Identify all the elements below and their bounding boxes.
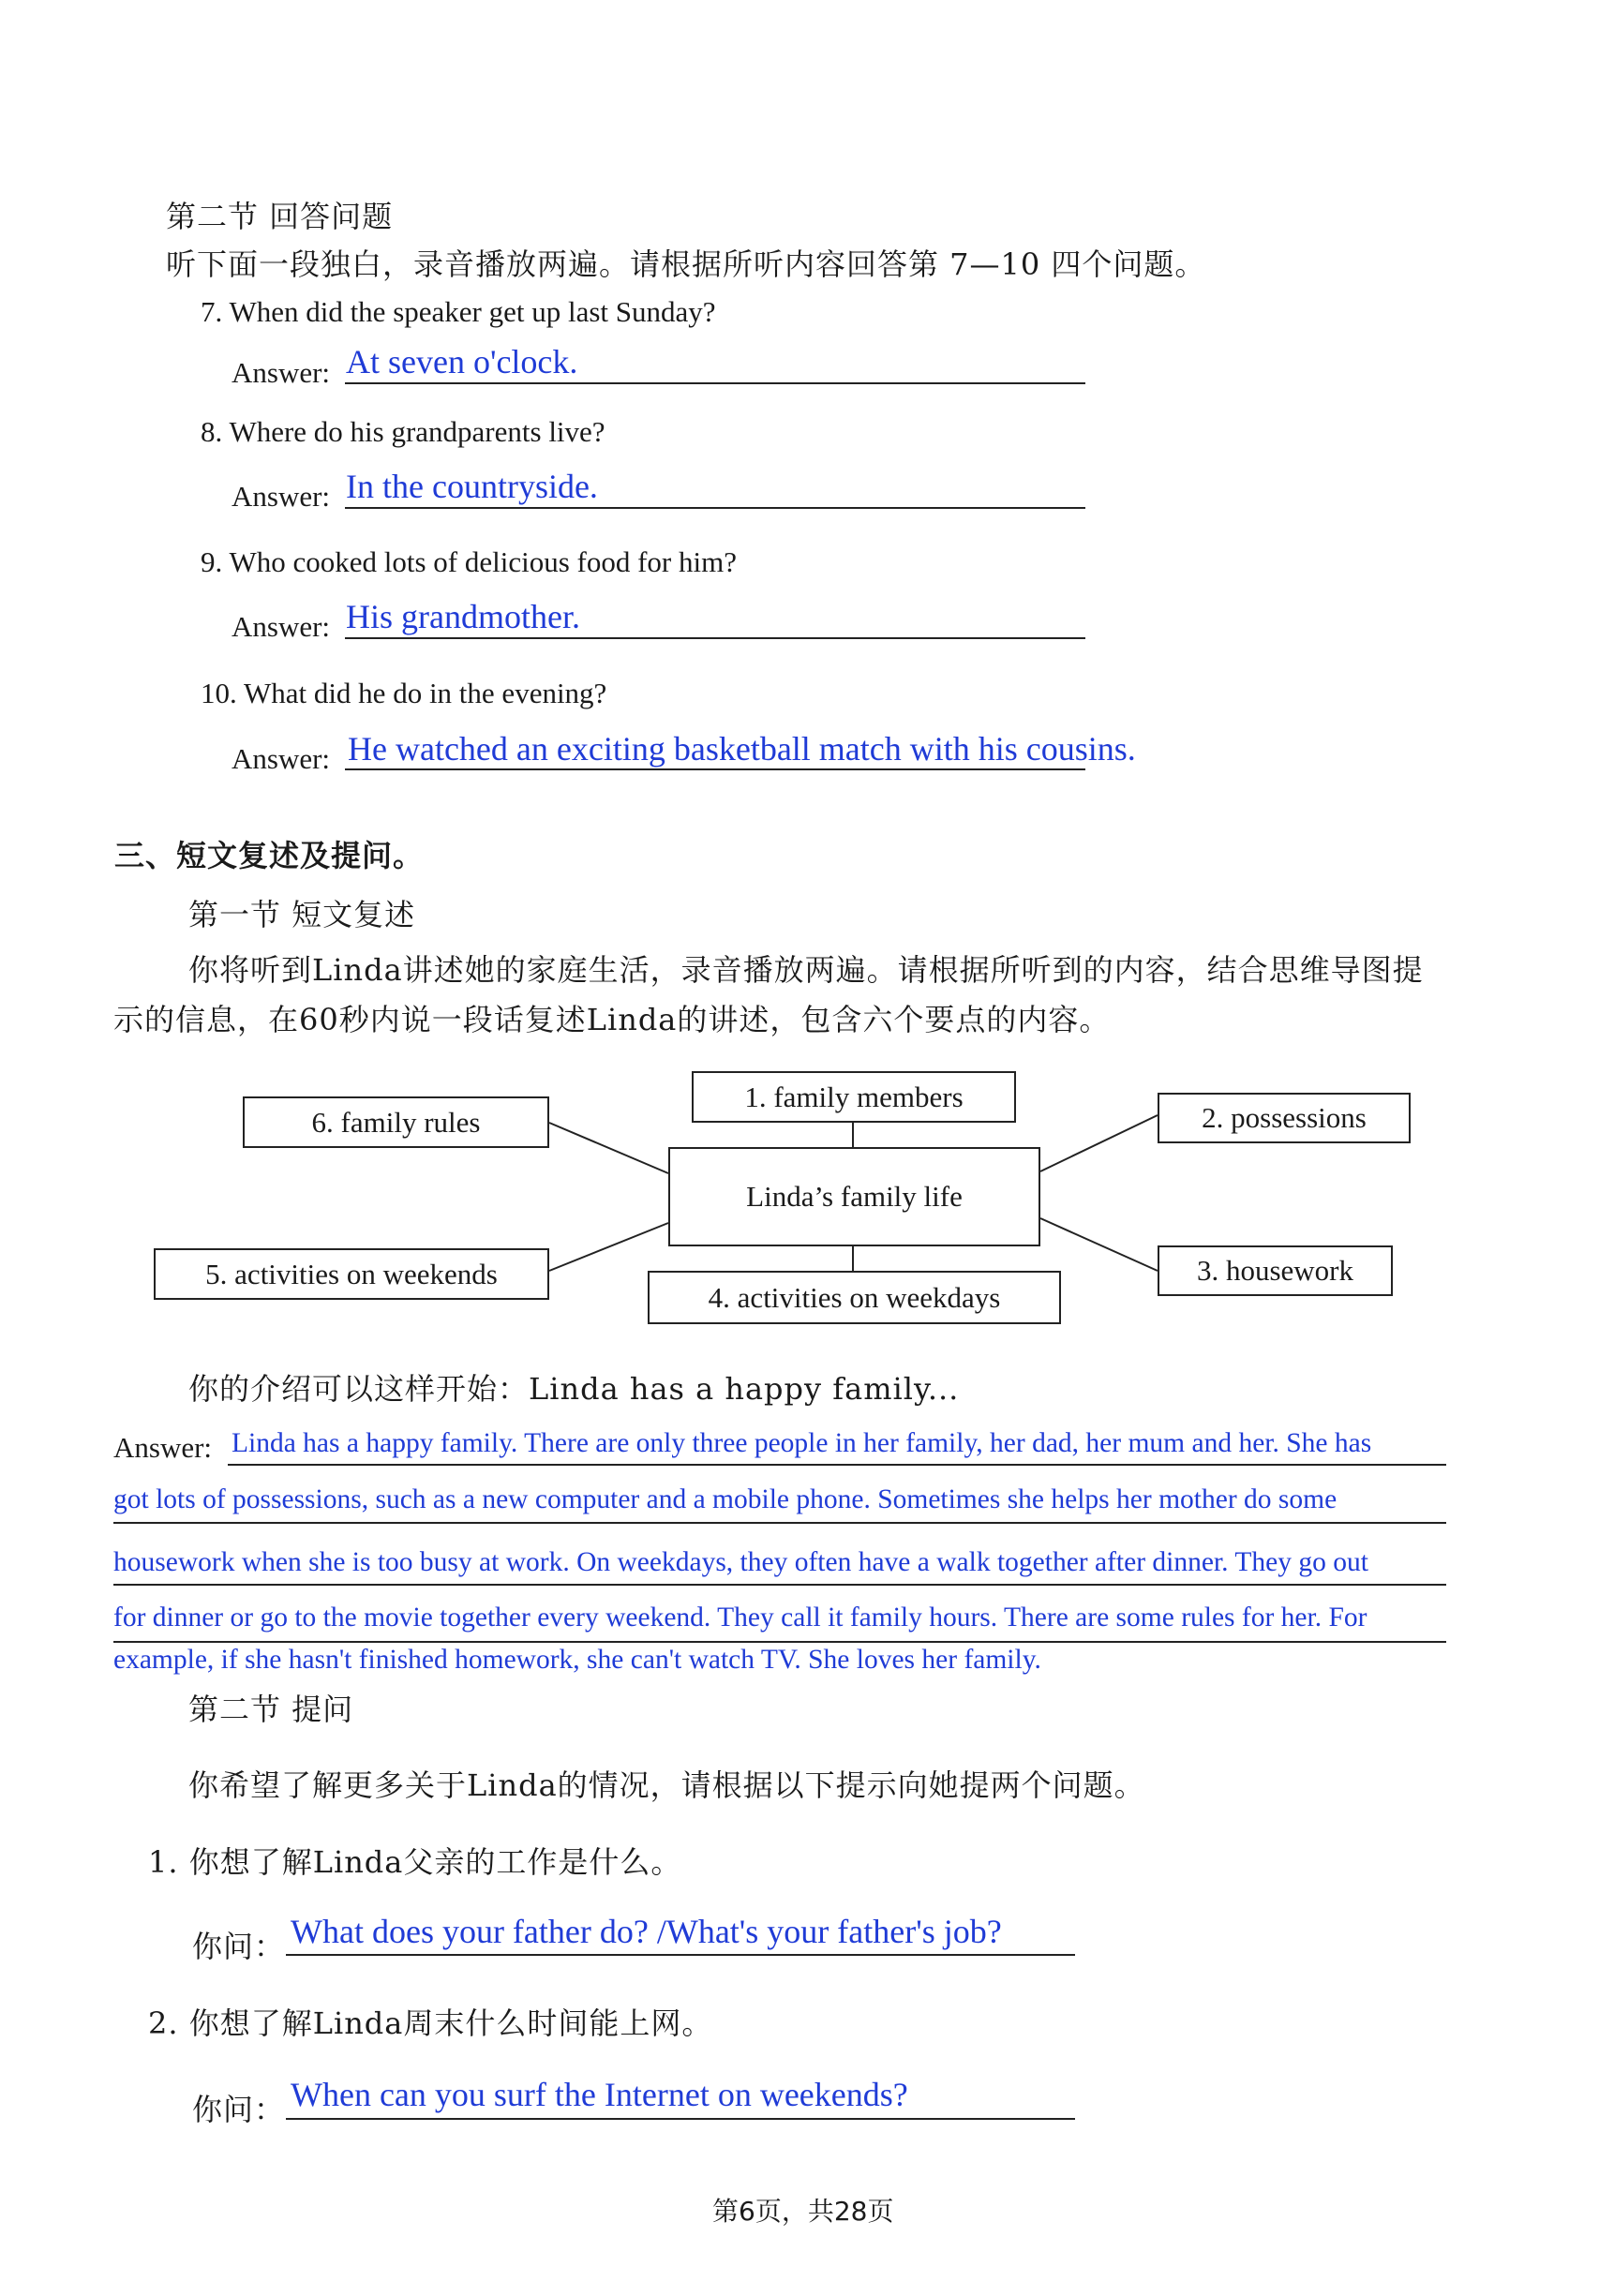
page-footer: 第6页，共28页 [712, 2196, 894, 2227]
ask-label: 你问： [192, 2092, 286, 2127]
connector-possessions [1040, 1115, 1158, 1171]
connector-family-rules [549, 1123, 668, 1173]
question-10: 10. What did he do in the evening? [201, 677, 607, 709]
retell-line-1: Linda has a happy family. There are only three people in her family, her dad, her mum and her. She has [232, 1428, 1372, 1458]
section2-title: 第二节 回答问题 [166, 199, 394, 234]
question-9: 9. Who cooked lots of delicious food for him? [201, 545, 737, 578]
ask-answer-2: When can you surf the Internet on weekends? [291, 2076, 908, 2113]
retell-line-3: housework when she is too busy at work. On weekdays, they often have a walk together after dinner. They go out [113, 1547, 1368, 1577]
answer-label: Answer: [113, 1431, 213, 1464]
part3-instruction-line1: 你将听到Linda讲述她的家庭生活，录音播放两遍。请根据所听到的内容，结合思维导图提 [188, 952, 1424, 988]
mindmap-node-weekends: 5. activities on weekends [154, 1248, 549, 1300]
answer-label: Answer: [232, 610, 331, 643]
mindmap-node-possessions: 2. possessions [1158, 1093, 1411, 1143]
answer-label: Answer: [232, 356, 331, 389]
part3-heading: 三、短文复述及提问。 [114, 838, 425, 873]
part3-instruction-line2: 示的信息，在60秒内说一段话复述Linda的讲述，包含六个要点的内容。 [113, 1002, 1111, 1037]
answer-9: His grandmother. [346, 598, 580, 635]
answer-10: He watched an exciting basketball match with his cousins. [348, 730, 1136, 768]
retell-line-4: for dinner or go to the movie together every weekend. They call it family hours. There are some rules for her. For [113, 1603, 1367, 1633]
connector-housework [1040, 1218, 1158, 1271]
answer-7: At seven o'clock. [346, 343, 578, 380]
answer-line [113, 1522, 1446, 1524]
answer-line [286, 2118, 1075, 2120]
mindmap-node-weekdays: 4. activities on weekdays [648, 1271, 1061, 1324]
answer-line [113, 1584, 1446, 1586]
question-7: 7. When did the speaker get up last Sunday? [201, 295, 716, 328]
answer-8: In the countryside. [346, 468, 598, 505]
ask-prompt-1: 1. 你想了解Linda父亲的工作是什么。 [148, 1844, 682, 1880]
mindmap-center: Linda’s family life [668, 1147, 1040, 1246]
section2-instruction: 听下面一段独白，录音播放两遍。请根据所听内容回答第 7—10 四个问题。 [166, 246, 1206, 282]
ask-prompt-2: 2. 你想了解Linda周末什么时间能上网。 [148, 2005, 713, 2041]
answer-line [228, 1464, 1446, 1466]
ask-label: 你问： [192, 1929, 286, 1964]
connector-weekends [549, 1223, 668, 1271]
ask-answer-1: What does your father do? /What's your father's job? [291, 1913, 1002, 1950]
question-8: 8. Where do his grandparents live? [201, 415, 605, 448]
answer-line [113, 1641, 1446, 1643]
part3-sub1-title: 第一节 短文复述 [188, 897, 416, 932]
part3-sub2-instruction: 你希望了解更多关于Linda的情况，请根据以下提示向她提两个问题。 [188, 1767, 1145, 1803]
answer-label: Answer: [232, 480, 331, 513]
mindmap-node-housework: 3. housework [1158, 1245, 1393, 1296]
part3-sub2-title: 第二节 提问 [188, 1692, 354, 1727]
start-hint: 你的介绍可以这样开始：Linda has a happy family... [188, 1371, 960, 1407]
answer-line [286, 1954, 1075, 1956]
answer-label: Answer: [232, 742, 331, 775]
mindmap-node-family-members: 1. family members [692, 1071, 1016, 1123]
retell-line-2: got lots of possessions, such as a new computer and a mobile phone. Sometimes she helps her mother do some [113, 1484, 1338, 1514]
retell-line-5: example, if she hasn't finished homework, she can't watch TV. She loves her family. [113, 1645, 1041, 1675]
mindmap-node-family-rules: 6. family rules [243, 1096, 549, 1148]
